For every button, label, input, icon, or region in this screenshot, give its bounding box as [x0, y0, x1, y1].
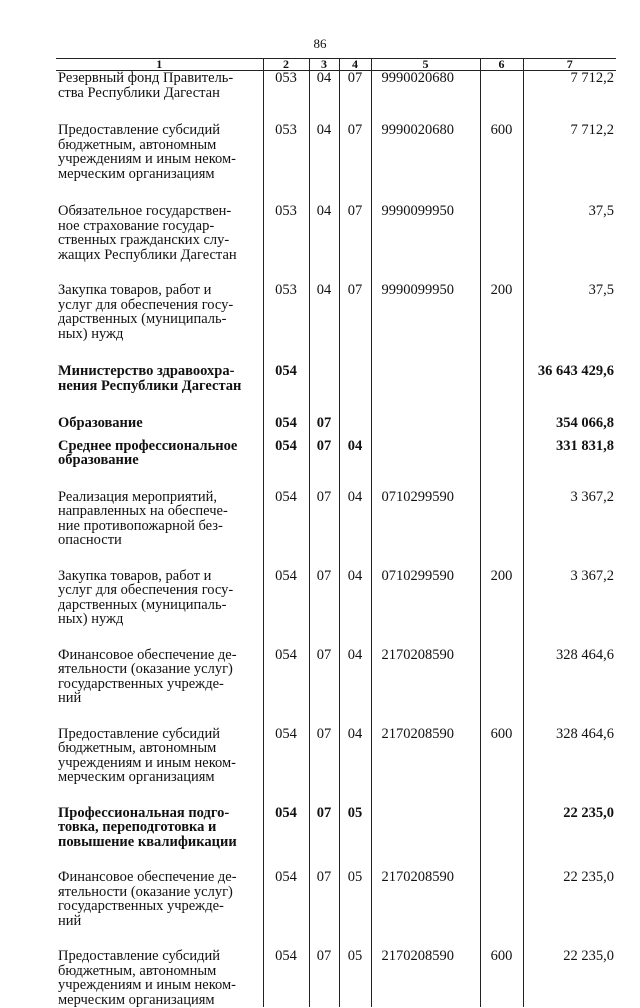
- header-col-1: 1: [56, 59, 263, 71]
- expense-type-cell: [480, 870, 523, 949]
- admin-code-cell: 054: [263, 870, 309, 949]
- target-item-cell: 2170208590: [371, 727, 480, 806]
- header-col-3: 3: [309, 59, 339, 71]
- header-col-4: 4: [339, 59, 371, 71]
- amount-cell: 37,5: [523, 204, 616, 283]
- target-item-cell: 0710299590: [371, 490, 480, 569]
- admin-code-cell: 053: [263, 123, 309, 204]
- row-name-cell: Министерство здравоохра- нения Республики Дагестан: [58, 363, 242, 394]
- subsection-code-cell: [339, 364, 371, 416]
- amount-cell: 36 643 429,6: [523, 364, 616, 416]
- target-item-cell: 2170208590: [371, 648, 480, 727]
- table-body: [56, 71, 616, 1008]
- row-name-cell: Образование: [58, 415, 143, 431]
- target-item-cell: 0710299590: [371, 569, 480, 648]
- row-name-cell: Резервный фонд Правитель- ства Республики Дагестан: [58, 70, 234, 101]
- target-item-cell: 2170208590: [371, 870, 480, 949]
- expense-type-cell: [480, 204, 523, 283]
- section-code-cell: 07: [309, 806, 339, 871]
- admin-code-cell: 054: [263, 364, 309, 416]
- subsection-code-cell: 07: [339, 283, 371, 364]
- header-col-5: 5: [371, 59, 480, 71]
- subsection-code-cell: 05: [339, 806, 371, 871]
- amount-cell: 328 464,6: [523, 727, 616, 806]
- section-code-cell: 07: [309, 870, 339, 949]
- admin-code-cell: 054: [263, 569, 309, 648]
- amount-cell: 7 712,2: [523, 71, 616, 124]
- row-name-cell: Финансовое обеспечение де- ятельности (оказание услуг) государственных учрежде- ний: [58, 869, 237, 929]
- subsection-code-cell: 05: [339, 870, 371, 949]
- amount-cell: 22 235,0: [523, 806, 616, 871]
- admin-code-cell: 054: [263, 648, 309, 727]
- subsection-code-cell: 07: [339, 123, 371, 204]
- section-code-cell: 04: [309, 71, 339, 124]
- row-name-cell: Предоставление субсидий бюджетным, автономным учреждениям и иным неком- мерческим организациям: [58, 725, 236, 785]
- admin-code-cell: 054: [263, 727, 309, 806]
- target-item-cell: 9990099950: [371, 204, 480, 283]
- section-code-cell: 04: [309, 123, 339, 204]
- amount-cell: 22 235,0: [523, 949, 616, 1007]
- amount-cell: 331 831,8: [523, 439, 616, 490]
- expense-type-cell: [480, 439, 523, 490]
- expense-type-cell: [480, 364, 523, 416]
- section-code-cell: 07: [309, 569, 339, 648]
- section-code-cell: 07: [309, 416, 339, 439]
- admin-code-cell: 053: [263, 71, 309, 124]
- amount-cell: 354 066,8: [523, 416, 616, 439]
- subsection-code-cell: 04: [339, 569, 371, 648]
- subsection-code-cell: 07: [339, 204, 371, 283]
- subsection-code-cell: 04: [339, 648, 371, 727]
- amount-cell: 328 464,6: [523, 648, 616, 727]
- section-row: [56, 806, 616, 871]
- header-col-2: 2: [263, 59, 309, 71]
- subsection-code-cell: [339, 416, 371, 439]
- section-code-cell: 07: [309, 648, 339, 727]
- header-row: [56, 59, 616, 71]
- target-item-cell: [371, 439, 480, 490]
- target-item-cell: [371, 364, 480, 416]
- table-row: [56, 204, 616, 283]
- subsection-code-cell: 05: [339, 949, 371, 1007]
- row-name-cell: Закупка товаров, работ и услуг для обеспечения госу- дарственных (муниципаль- ных) нужд: [58, 282, 234, 342]
- subsection-code-cell: 04: [339, 439, 371, 490]
- section-code-cell: 07: [309, 949, 339, 1007]
- expense-type-cell: 200: [480, 283, 523, 364]
- section-code-cell: 04: [309, 204, 339, 283]
- expense-type-cell: [480, 806, 523, 871]
- target-item-cell: 9990020680: [371, 71, 480, 124]
- admin-code-cell: 053: [263, 204, 309, 283]
- section-code-cell: 04: [309, 283, 339, 364]
- expense-type-cell: [480, 490, 523, 569]
- budget-table: [56, 58, 616, 1007]
- admin-code-cell: 054: [263, 416, 309, 439]
- target-item-cell: 9990020680: [371, 123, 480, 204]
- target-item-cell: [371, 806, 480, 871]
- row-name-cell: Предоставление субсидий бюджетным, автономным учреждениям и иным неком- мерческим организациям: [58, 948, 236, 1008]
- section-code-cell: 07: [309, 439, 339, 490]
- expense-type-cell: 600: [480, 949, 523, 1007]
- table-row: [56, 490, 616, 569]
- table-row: [56, 727, 616, 806]
- amount-cell: 22 235,0: [523, 870, 616, 949]
- admin-code-cell: 054: [263, 490, 309, 569]
- subsection-code-cell: 07: [339, 71, 371, 124]
- row-name-cell: Финансовое обеспечение де- ятельности (оказание услуг) государственных учрежде- ний: [58, 646, 237, 706]
- row-name-cell: Предоставление субсидий бюджетным, автономным учреждениям и иным неком- мерческим организациям: [58, 122, 236, 182]
- section-row: [56, 364, 616, 416]
- section-code-cell: 07: [309, 727, 339, 806]
- admin-code-cell: 053: [263, 283, 309, 364]
- section-code-cell: 07: [309, 490, 339, 569]
- row-name-cell: Среднее профессиональное образование: [58, 437, 238, 468]
- table-row: [56, 123, 616, 204]
- table-row: [56, 648, 616, 727]
- admin-code-cell: 054: [263, 949, 309, 1007]
- target-item-cell: [371, 416, 480, 439]
- row-name-cell: Закупка товаров, работ и услуг для обеспечения госу- дарственных (муниципаль- ных) нужд: [58, 567, 234, 627]
- header-col-6: 6: [480, 59, 523, 71]
- table-row: [56, 569, 616, 648]
- expense-type-cell: 600: [480, 727, 523, 806]
- table-row: [56, 71, 616, 124]
- amount-cell: 37,5: [523, 283, 616, 364]
- page-number: 86: [313, 36, 327, 51]
- subsection-code-cell: 04: [339, 490, 371, 569]
- expense-type-cell: [480, 648, 523, 727]
- table-row: [56, 949, 616, 1007]
- table-row: [56, 283, 616, 364]
- expense-type-cell: 600: [480, 123, 523, 204]
- subsection-code-cell: 04: [339, 727, 371, 806]
- row-name-cell: Реализация мероприятий, направленных на обеспече- ние противопожарной без- опасности: [58, 488, 228, 548]
- admin-code-cell: 054: [263, 806, 309, 871]
- section-row: [56, 416, 616, 439]
- amount-cell: 3 367,2: [523, 569, 616, 648]
- target-item-cell: 2170208590: [371, 949, 480, 1007]
- amount-cell: 3 367,2: [523, 490, 616, 569]
- row-name-cell: Профессиональная подго- товка, переподготовка и повышение квалификации: [58, 804, 237, 850]
- header-col-7: 7: [523, 59, 616, 71]
- target-item-cell: 9990099950: [371, 283, 480, 364]
- amount-cell: 7 712,2: [523, 123, 616, 204]
- admin-code-cell: 054: [263, 439, 309, 490]
- expense-type-cell: [480, 71, 523, 124]
- section-row: [56, 439, 616, 490]
- row-name-cell: Обязательное государствен- ное страхование государ- ственных гражданских слу- жащих Республики Дагестан: [58, 203, 237, 263]
- table-row: [56, 870, 616, 949]
- expense-type-cell: 200: [480, 569, 523, 648]
- expense-type-cell: [480, 416, 523, 439]
- section-code-cell: [309, 364, 339, 416]
